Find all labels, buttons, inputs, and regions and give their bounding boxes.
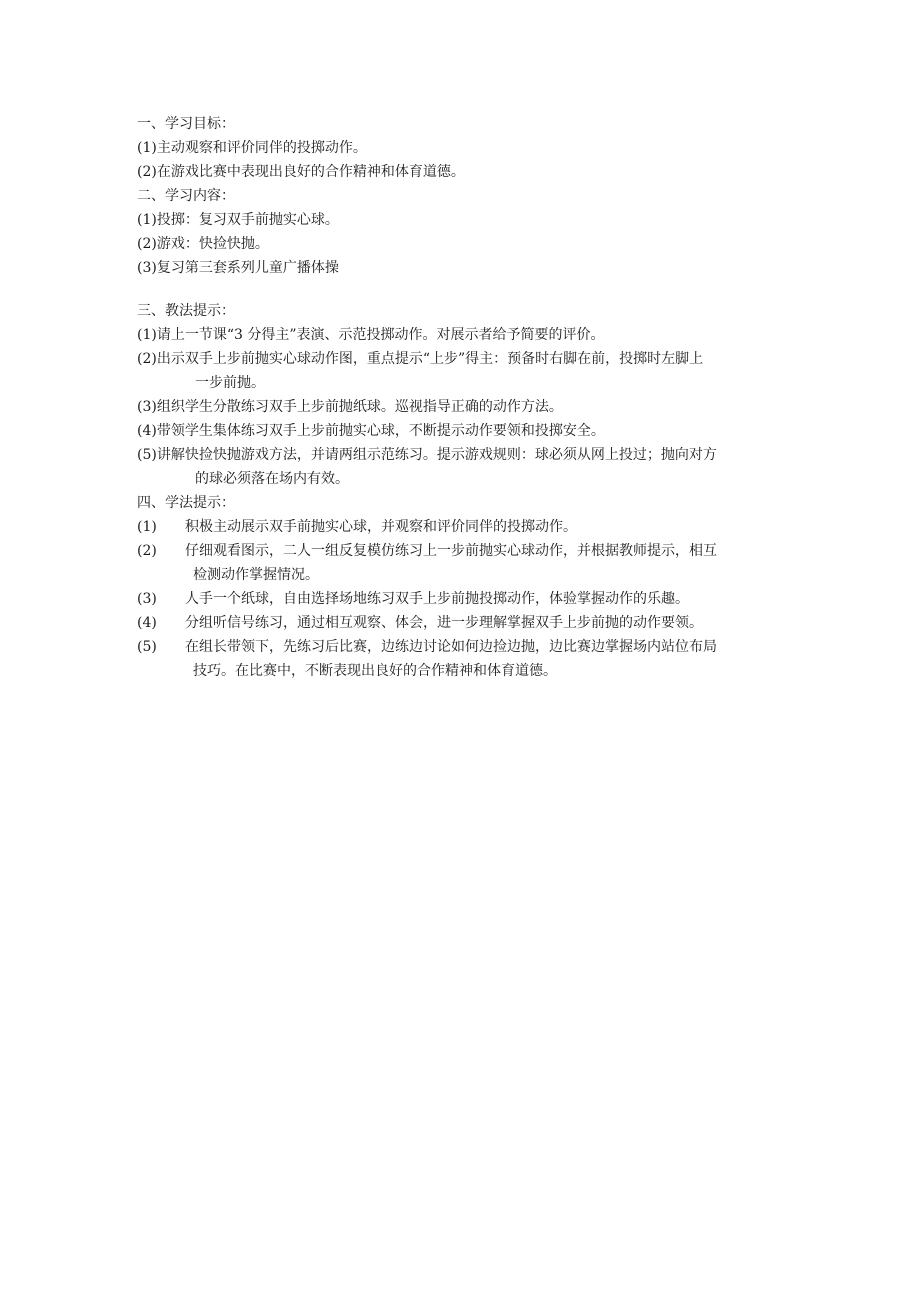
item-text-continuation: 技巧。在比赛中，不断表现出良好的合作精神和体育道德。 <box>193 663 557 679</box>
item-number: (4) <box>137 615 157 631</box>
item-body <box>185 515 787 539</box>
item-text: 出示双手上步前抛实心球动作图，重点提示“上步”得主：预备时右脚在前，投掷时左脚上 <box>156 351 704 367</box>
item-body <box>185 635 787 683</box>
item-number: (2) <box>137 236 157 252</box>
item-text-continuation: 一步前抛。 <box>195 375 265 391</box>
list-item <box>137 611 787 635</box>
item-text: 复习第三套系列儿童广播体操 <box>156 260 339 276</box>
item-number: (5) <box>137 447 157 463</box>
lesson-plan-body <box>137 112 787 683</box>
section-heading-learning-tips: 四、学法提示： <box>137 495 235 511</box>
item-text: 在游戏比赛中表现出良好的合作精神和体育道德。 <box>156 164 465 180</box>
item-number: (3) <box>137 399 157 415</box>
item-number: (5) <box>137 639 157 655</box>
item-number: (2) <box>137 543 157 559</box>
item-number: (1) <box>137 212 157 228</box>
list-item <box>137 208 787 232</box>
list-item <box>137 160 787 184</box>
section-spacer <box>137 280 787 299</box>
item-number: (1) <box>137 327 157 343</box>
item-body <box>185 587 787 611</box>
item-number: (4) <box>137 423 157 439</box>
section-heading-learning-content: 二、学习内容： <box>137 188 235 204</box>
item-text: 分组听信号练习，通过相互观察、体会，进一步理解掌握双手上步前抛的动作要领。 <box>185 615 703 631</box>
list-item <box>137 347 787 371</box>
item-text: 讲解快捡快抛游戏方法，并请两组示范练习。提示游戏规则：球必须从网上投过；抛向对方 <box>156 447 717 463</box>
item-text: 仔细观看图示，二人一组反复模仿练习上一步前抛实心球动作，并根据教师提示，相互 <box>185 543 717 559</box>
list-item <box>137 256 787 280</box>
list-item <box>137 232 787 256</box>
list-item <box>137 323 787 347</box>
item-number: (3) <box>137 260 157 276</box>
list-item <box>137 395 787 419</box>
item-text: 人手一个纸球，自由选择场地练习双手上步前抛投掷动作，体验掌握动作的乐趣。 <box>185 591 689 607</box>
item-body <box>185 611 787 635</box>
item-text: 投掷：复习双手前抛实心球。 <box>156 212 339 228</box>
item-number: (3) <box>137 591 157 607</box>
list-item <box>137 136 787 160</box>
list-item <box>137 515 787 539</box>
list-item <box>137 587 787 611</box>
section-heading-learning-goals: 一、学习目标： <box>137 116 235 132</box>
item-number: (1) <box>137 140 157 156</box>
item-text: 积极主动展示双手前抛实心球，并观察和评价同伴的投掷动作。 <box>185 519 577 535</box>
item-number: (2) <box>137 351 157 367</box>
item-text: 主动观察和评价同伴的投掷动作。 <box>156 140 367 156</box>
list-item <box>137 539 787 587</box>
item-body <box>185 539 787 587</box>
item-text: 组织学生分散练习双手上步前抛纸球。巡视指导正确的动作方法。 <box>156 399 563 415</box>
item-text-continuation: 的球必须落在场内有效。 <box>195 471 349 487</box>
item-number: (1) <box>137 519 157 535</box>
list-item <box>137 635 787 683</box>
item-text: 游戏：快捡快抛。 <box>156 236 269 252</box>
item-number: (2) <box>137 164 157 180</box>
item-text: 请上一节课“3 分得主”表演、示范投掷动作。对展示者给予简要的评价。 <box>156 327 605 343</box>
item-text: 在组长带领下，先练习后比赛，边练边讨论如何边捡边抛，边比赛边掌握场内站位布局 <box>185 639 717 655</box>
section-heading-teaching-tips: 三、教法提示： <box>137 303 235 319</box>
list-item <box>137 443 787 467</box>
item-text: 带领学生集体练习双手上步前抛实心球，不断提示动作要领和投掷安全。 <box>156 423 605 439</box>
list-item <box>137 419 787 443</box>
item-text-continuation: 检测动作掌握情况。 <box>193 567 319 583</box>
